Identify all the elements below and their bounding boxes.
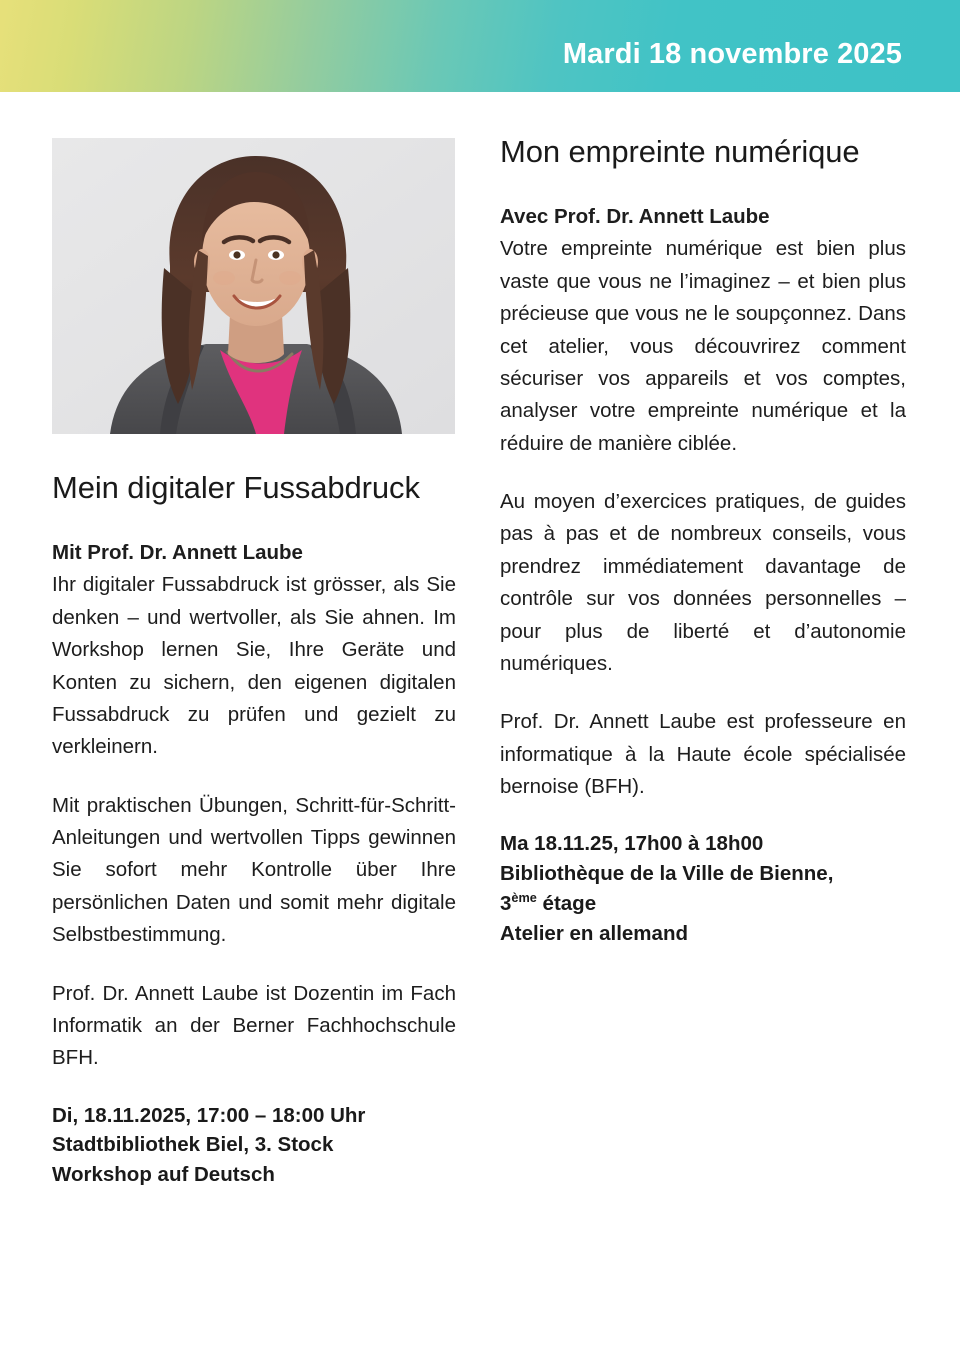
header-gradient-band	[0, 0, 960, 92]
french-event-floor	[500, 892, 596, 915]
french-event-datetime: Ma 18.11.25, 17h00 à 18h00	[500, 832, 764, 856]
column-french	[500, 92, 906, 948]
header-date-label: Mardi 18 novembre 2025	[562, 38, 902, 70]
french-event-floor-number: 3	[500, 891, 512, 915]
french-event-location: Bibliothèque de la Ville de Bienne,	[500, 862, 834, 886]
french-event-floor-word: étage	[536, 891, 597, 915]
german-workshop-title: Mein digitaler Fussabdruck	[52, 470, 420, 505]
french-paragraph-1	[500, 201, 906, 460]
french-workshop-title: Mon empreinte numérique	[500, 134, 860, 169]
french-paragraph-2: Au moyen d’exercices pratiques, de guides pas à pas et de nombreux conseils, vous prendrez immédiatement davantage de contrôle sur vos données personnelles – pour plus de liberté et d’autonomie numériques.	[500, 490, 906, 675]
french-speaker-lead: Avec Prof. Dr. Annett Laube	[500, 205, 770, 229]
french-paragraph-3: Prof. Dr. Annett Laube est professeure en informatique à la Haute école spécialisée bernoise (BFH).	[500, 710, 906, 799]
german-event-details	[52, 1101, 456, 1190]
french-event-floor-ordinal-suffix: ème	[511, 890, 537, 906]
german-paragraph-2: Mit praktischen Übungen, Schritt-für-Schritt-Anleitungen und wertvollen Tipps gewinnen Sie sofort mehr Kontrolle über Ihre persönlichen Daten und somit mehr digitale Selbstbestimmung.	[52, 793, 456, 947]
german-event-language: Workshop auf Deutsch	[52, 1163, 275, 1187]
german-event-location: Stadtbibliothek Biel, 3. Stock	[52, 1133, 334, 1157]
french-paragraph-1-text: Votre empreinte numérique est bien plus vaste que vous ne l’imaginez – et bien plus précieuse que vous ne le soupçonnez. Dans cet atelier, vous découvrirez comment sécuriser vos appareils et vos comptes, analyser votre empreinte numérique et la réduire de manière ciblée.	[500, 237, 906, 455]
german-paragraph-1-text: Ihr digitaler Fussabdruck ist grösser, als Sie denken – und wertvoller, als Sie ahnen. Im Workshop lernen Sie, Ihre Geräte und Konten zu sichern, den eigenen digitalen Fussabdruck zu prüfen und gezielt zu verkleinern.	[52, 573, 456, 759]
french-event-details	[500, 829, 906, 948]
content-area	[0, 92, 960, 1356]
german-paragraph-3: Prof. Dr. Annett Laube ist Dozentin im Fach Informatik an der Berner Fachhochschule BFH.	[52, 981, 456, 1070]
portrait-illustration	[52, 138, 455, 434]
speaker-portrait-photo	[52, 138, 455, 434]
german-paragraph-1	[52, 537, 456, 764]
column-german	[52, 92, 456, 1190]
german-event-datetime: Di, 18.11.2025, 17:00 – 18:00 Uhr	[52, 1103, 366, 1127]
german-speaker-lead: Mit Prof. Dr. Annett Laube	[52, 541, 303, 565]
french-event-language: Atelier en allemand	[500, 921, 688, 945]
